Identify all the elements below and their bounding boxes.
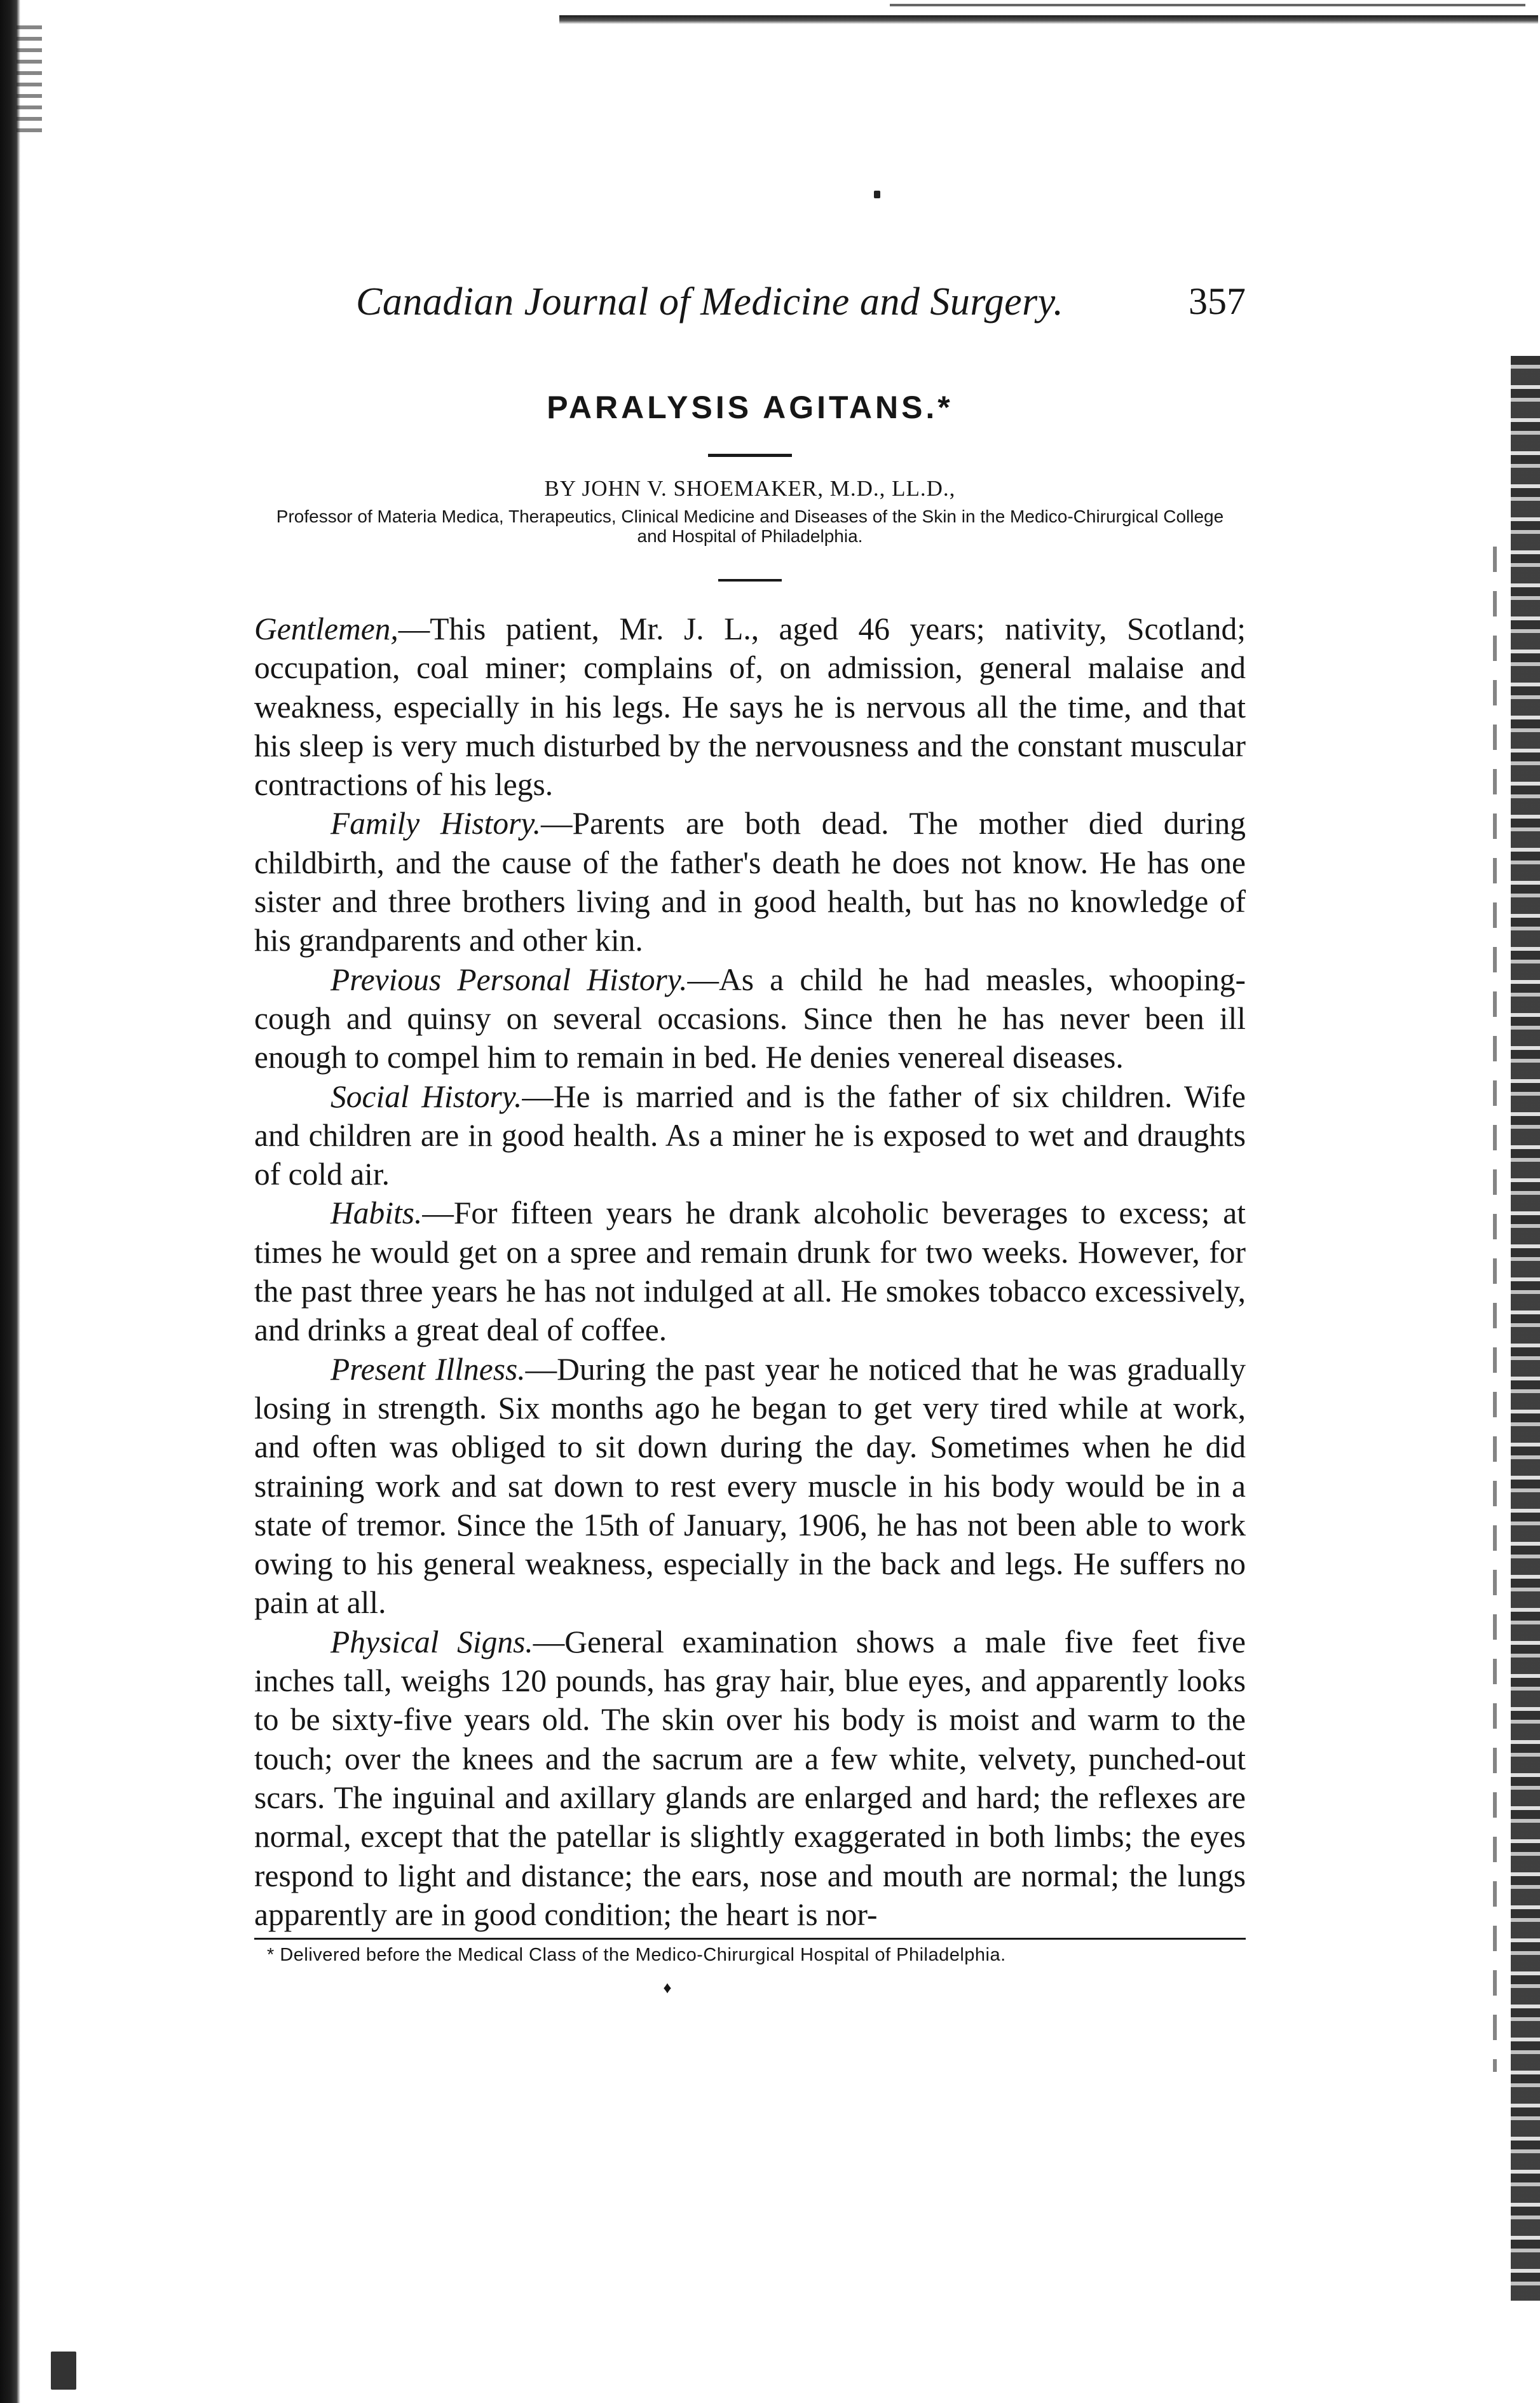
title-rule — [708, 454, 792, 457]
paragraph — [254, 960, 1246, 1077]
paragraph — [254, 609, 1246, 804]
byline-rule — [718, 579, 782, 582]
paragraph — [254, 804, 1246, 960]
article-body — [254, 609, 1246, 1934]
scan-right-edge — [1511, 356, 1540, 2301]
article-title: PARALYSIS AGITANS.* — [547, 390, 953, 425]
signature-mark: ♦ — [663, 1978, 672, 1998]
paragraph-lead: Previous Personal History. — [330, 962, 688, 997]
document-page — [254, 280, 1246, 1998]
author-affiliation: Professor of Materia Medica, Therapeutics, Clinical Medicine and Diseases of the Skin in the Medico-Chirurgical College and Hospital of Philadelphia. — [276, 507, 1224, 546]
paragraph-text: —This patient, Mr. J. L., aged 46 years; nativity, Scotland; occupation, coal miner; complains of, on admission, general malaise and weakness, especially in his legs. He says he is nervous all the time, and that his sleep is very much disturbed by the nervousness and the constant muscular contractions of his legs. — [254, 611, 1246, 803]
paragraph-text: —For fifteen years he drank alcoholic beverages to excess; at times he would get on a spree and remain drunk for two weeks. However, for the past three years he has not indulged at all. He smokes tobacco excessively, and drinks a great deal of coffee. — [254, 1195, 1246, 1348]
scan-top-edge — [559, 15, 1538, 24]
scan-top-line — [890, 4, 1525, 6]
page-number: 357 — [1189, 280, 1246, 322]
paragraph — [254, 1623, 1246, 1934]
running-title: Canadian Journal of Medicine and Surgery. — [356, 280, 1064, 323]
paragraph-text: —General examination shows a male five feet five inches tall, weighs 120 pounds, has gray hair, blue eyes, and apparently looks to be sixty-five years old. The skin over his body is moist and warm to the touch; over the knees and the sacrum are a few white, velvety, punched-out scars. The inguinal and axillary glands are enlarged and hard; the reflexes are normal, except that the patellar is slightly exaggerated in both limbs; the eyes respond to light and distance; the ears, nose and mouth are normal; the lungs apparently are in good condition; the heart is nor- — [254, 1624, 1246, 1932]
scan-right-inner-edge — [1493, 547, 1497, 2072]
paragraph-lead: Gentlemen, — [254, 611, 399, 646]
paragraph-text: —He is married and is the father of six children. Wife and children are in good health. As a miner he is exposed to wet and draughts of cold air. — [254, 1079, 1246, 1192]
paragraph — [254, 1194, 1246, 1349]
paragraph-text: —During the past year he noticed that he was gradually losing in strength. Six months ago he began to get very tired while at work, and often was obliged to sit down during the day. Sometimes when he did straining work and sat down to rest every muscle in his body would be in a state of tremor. Since the 15th of January, 1906, he has not been able to work owing to his general weakness, especially in the back and legs. He suffers no pain at all. — [254, 1351, 1246, 1621]
paragraph-lead: Family History. — [330, 806, 542, 841]
footnote: * Delivered before the Medical Class of the Medico-Chirurgical Hospital of Philadelphia. — [267, 1945, 1006, 1966]
running-head — [254, 280, 1246, 330]
author-byline: BY JOHN V. SHOEMAKER, M.D., LL.D., — [544, 476, 956, 501]
paragraph-text: —As a child he had measles, whooping-cough and quinsy on several occasions. Since then he has never been ill enough to compel him to remain in bed. He denies venereal diseases. — [254, 962, 1246, 1075]
paragraph-lead: Habits. — [330, 1195, 423, 1231]
paragraph-lead: Present Illness. — [330, 1351, 526, 1387]
footnote-rule — [254, 1938, 1246, 1940]
paragraph — [254, 1350, 1246, 1623]
scan-left-bleed — [17, 25, 42, 140]
scan-left-edge — [0, 0, 20, 2403]
ink-speck — [51, 2352, 76, 2390]
paragraph-lead: Social History. — [330, 1079, 522, 1114]
paragraph-lead: Physical Signs. — [330, 1624, 533, 1659]
paragraph — [254, 1077, 1246, 1194]
paragraph-text: —Parents are both dead. The mother died during childbirth, and the cause of the father's death he does not know. He has one sister and three brothers living and in good health, but has no knowledge of his grandparents and other kin. — [254, 806, 1246, 958]
ink-speck — [874, 191, 880, 198]
